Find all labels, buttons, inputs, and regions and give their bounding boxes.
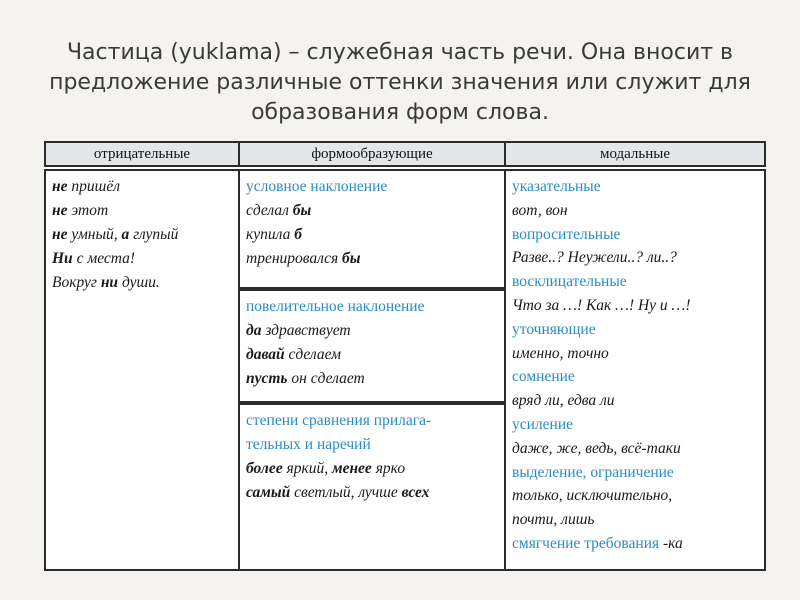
particle-word: да bbox=[246, 322, 262, 339]
category-heading: тельных и наречий bbox=[246, 436, 371, 453]
imperative-example bbox=[246, 319, 498, 343]
example-text: Вокруг bbox=[52, 274, 101, 291]
modal-example: вряд ли, едва ли bbox=[512, 392, 615, 410]
comparison-example bbox=[246, 457, 498, 481]
modal-category bbox=[512, 270, 758, 294]
particle-word: менее bbox=[331, 460, 372, 477]
modal-example: только, исключительно, bbox=[512, 487, 673, 505]
header-modal: модальные bbox=[504, 141, 766, 167]
negative-example bbox=[52, 223, 232, 247]
comparison-degrees-cell bbox=[238, 403, 506, 571]
category-label: сомнение bbox=[512, 368, 575, 386]
example-text: умный, bbox=[67, 226, 122, 243]
modal-example: именно, точно bbox=[512, 344, 609, 362]
modal-category bbox=[512, 318, 758, 342]
modal-category bbox=[512, 532, 758, 556]
category-label: усиление bbox=[512, 415, 574, 433]
particle-word: всех bbox=[401, 484, 430, 501]
example-text: глупый bbox=[129, 226, 179, 243]
category-label: выделение, ограничение bbox=[512, 463, 674, 481]
negative-example bbox=[52, 199, 232, 223]
example-text: здравствует bbox=[261, 322, 351, 339]
conditional-example bbox=[246, 247, 498, 271]
modal-example: почти, лишь bbox=[512, 511, 595, 529]
imperative-example bbox=[246, 343, 498, 367]
modal-example: даже, же, ведь, всё-таки bbox=[512, 439, 681, 457]
particle-word: давай bbox=[246, 346, 285, 363]
category-label: указательные bbox=[512, 178, 601, 195]
example-text: сделал bbox=[246, 202, 293, 219]
particle-word: пусть bbox=[246, 370, 288, 387]
category-label: уточняющие bbox=[512, 320, 596, 338]
header-formative: формообразующие bbox=[238, 141, 506, 167]
example-text: этот bbox=[67, 202, 109, 219]
particles-table bbox=[44, 141, 766, 571]
conditional-example bbox=[246, 223, 498, 247]
comparison-example bbox=[246, 481, 498, 505]
negative-column bbox=[44, 169, 240, 571]
example-text: души. bbox=[118, 274, 160, 291]
example-text: он сделает bbox=[287, 370, 365, 387]
modal-example: Разве..? Неужели..? ли..? bbox=[512, 249, 677, 267]
imperative-mood-cell bbox=[238, 289, 506, 403]
example-text: сделаем bbox=[284, 346, 342, 363]
particle-word: Ни bbox=[52, 250, 73, 267]
conditional-mood-cell bbox=[238, 169, 506, 289]
modal-example: вот, вон bbox=[512, 201, 568, 219]
modal-category bbox=[512, 365, 758, 389]
particle-word: а bbox=[121, 226, 130, 243]
modal-category bbox=[512, 461, 758, 485]
particle-word: не bbox=[52, 226, 68, 243]
category-heading: условное наклонение bbox=[246, 178, 388, 195]
modal-category bbox=[512, 175, 758, 199]
example-text: с места! bbox=[72, 250, 136, 267]
modal-example: Что за …! Как …! Ну и …! bbox=[512, 296, 691, 314]
category-label: смягчение требования bbox=[512, 534, 660, 552]
particle-word: ни bbox=[100, 274, 119, 291]
slide-title: Частица (yuklama) – служебная часть речи. Она вносит в предложение различные оттенки значения или служит для образования форм слова. bbox=[49, 40, 751, 125]
conditional-example bbox=[246, 199, 498, 223]
imperative-example bbox=[246, 367, 498, 391]
modal-column bbox=[504, 169, 766, 571]
example-text: купила bbox=[246, 226, 295, 243]
modal-category bbox=[512, 223, 758, 247]
particle-word: бы bbox=[342, 250, 361, 267]
category-heading: повелительное наклонение bbox=[246, 298, 425, 315]
example-text: пришёл bbox=[67, 178, 120, 195]
negative-example bbox=[52, 247, 232, 271]
example-text: яркий, bbox=[282, 460, 332, 477]
category-label: вопросительные bbox=[512, 225, 621, 243]
category-label: восклицательные bbox=[512, 273, 627, 291]
example-text: ярко bbox=[371, 460, 406, 477]
negative-example bbox=[52, 271, 232, 295]
negative-example bbox=[52, 175, 232, 199]
particle-word: более bbox=[246, 460, 283, 477]
example-text: тренировался bbox=[246, 250, 343, 267]
particle-suffix: -ка bbox=[659, 534, 683, 552]
example-text: светлый, лучше bbox=[290, 484, 402, 501]
particle-word: бы bbox=[292, 202, 312, 219]
particle-word: не bbox=[52, 202, 68, 219]
modal-category bbox=[512, 413, 758, 437]
category-heading: степени сравнения прилага- bbox=[246, 412, 432, 429]
header-negative: отрицательные bbox=[44, 141, 240, 167]
particle-word: б bbox=[294, 226, 302, 243]
particle-word: самый bbox=[246, 484, 291, 501]
particle-word: не bbox=[52, 178, 68, 195]
